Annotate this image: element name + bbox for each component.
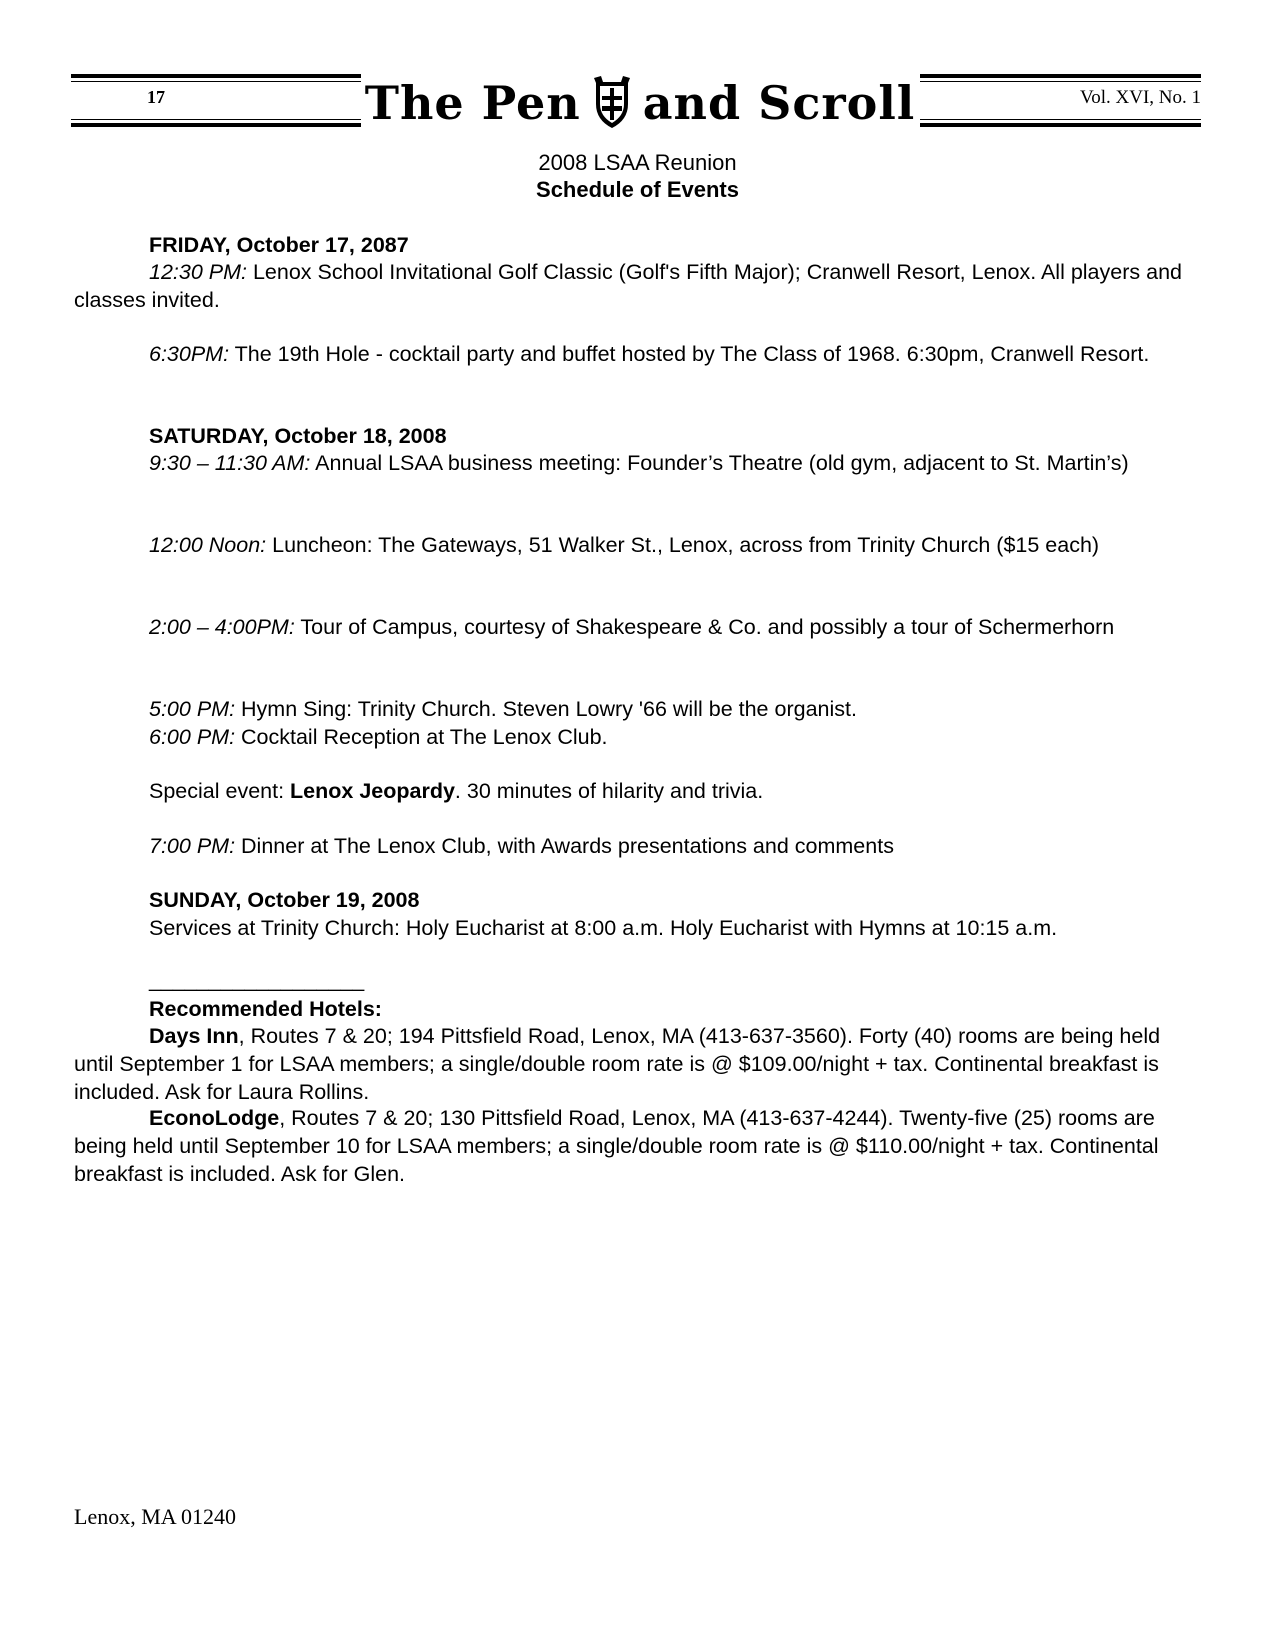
hotel-econolodge bbox=[74, 1104, 1204, 1188]
event-time: 2:00 – 4:00PM: bbox=[149, 615, 295, 639]
event-time: 12:30 PM: bbox=[149, 260, 247, 284]
friday-event-2 bbox=[74, 340, 1204, 368]
event-time: 6:30PM: bbox=[149, 342, 230, 366]
friday-event-1 bbox=[74, 258, 1204, 314]
saturday-heading: SATURDAY, October 18, 2008 bbox=[149, 424, 447, 448]
title-part-2: and Scroll bbox=[642, 76, 916, 130]
saturday-event-5 bbox=[74, 723, 1204, 751]
saturday-event-1 bbox=[74, 449, 1204, 477]
masthead-left-rules bbox=[71, 74, 361, 130]
footer-address: Lenox, MA 01240 bbox=[74, 1504, 236, 1529]
school-crest-icon bbox=[593, 76, 631, 130]
special-event-prefix: Special event: bbox=[149, 779, 291, 803]
hotel-name: Days Inn bbox=[149, 1024, 239, 1048]
hotel-details: , Routes 7 & 20; 194 Pittsfield Road, Lenox, MA (413-637-3560). Forty (40) rooms are being held until September 1 for LSAA members; a single/double room rate is @ $109.00/night + tax. Continental breakfast is included. Ask for Laura Rollins. bbox=[74, 1024, 1161, 1104]
masthead-right-rules bbox=[920, 74, 1201, 130]
sunday-heading: SUNDAY, October 19, 2008 bbox=[149, 888, 420, 912]
special-event-suffix: . 30 minutes of hilarity and trivia. bbox=[454, 779, 764, 803]
event-time: 7:00 PM: bbox=[149, 834, 236, 858]
friday-heading: FRIDAY, October 17, 2087 bbox=[149, 233, 409, 257]
hotels-heading: Recommended Hotels: bbox=[149, 997, 382, 1021]
sunday-services: Services at Trinity Church: Holy Eucharist at 8:00 a.m. Holy Eucharist with Hymns at 10:15 a.m. bbox=[149, 916, 1058, 940]
special-event-name: Lenox Jeopardy bbox=[290, 779, 455, 803]
newsletter-title bbox=[357, 68, 923, 138]
event-time: 9:30 – 11:30 AM: bbox=[149, 451, 311, 475]
event-text: Luncheon: The Gateways, 51 Walker St., Lenox, across from Trinity Church ($15 each) bbox=[266, 533, 1100, 557]
saturday-event-6 bbox=[74, 832, 1204, 860]
event-text: Dinner at The Lenox Club, with Awards presentations and comments bbox=[235, 834, 894, 858]
page-number: 17 bbox=[147, 87, 165, 107]
event-time: 12:00 Noon: bbox=[149, 533, 267, 557]
event-time: 6:00 PM: bbox=[149, 725, 236, 749]
event-text: The 19th Hole - cocktail party and buffet hosted by The Class of 1968. 6:30pm, Cranwell Resort. bbox=[229, 342, 1150, 366]
masthead bbox=[71, 74, 1201, 136]
volume-number: Vol. XVI, No. 1 bbox=[1079, 87, 1201, 108]
hotel-days-inn bbox=[74, 1022, 1204, 1106]
event-text: Hymn Sing: Trinity Church. Steven Lowry '66 will be the organist. bbox=[235, 697, 857, 721]
title-part-1: The Pen bbox=[364, 76, 581, 130]
event-text: Tour of Campus, courtesy of Shakespeare & Co. and possibly a tour of Schermerhorn bbox=[294, 615, 1115, 639]
separator-line: __________________ bbox=[149, 968, 365, 992]
event-text: Annual LSAA business meeting: Founder’s Theatre (old gym, adjacent to St. Martin’s) bbox=[310, 451, 1129, 475]
hotel-name: EconoLodge bbox=[149, 1106, 280, 1130]
saturday-event-2 bbox=[74, 531, 1204, 559]
schedule-title: Schedule of Events bbox=[536, 177, 739, 202]
reunion-title: 2008 LSAA Reunion bbox=[538, 150, 737, 175]
saturday-event-4 bbox=[74, 695, 1204, 723]
special-event bbox=[74, 777, 1204, 805]
event-time: 5:00 PM: bbox=[149, 697, 236, 721]
event-text: Cocktail Reception at The Lenox Club. bbox=[235, 725, 608, 749]
event-text: Lenox School Invitational Golf Classic (Golf's Fifth Major); Cranwell Resort, Lenox. All players and classes invited. bbox=[74, 260, 1182, 312]
hotel-details: , Routes 7 & 20; 130 Pittsfield Road, Lenox, MA (413-637-4244). Twenty-five (25) rooms are being held until September 10 for LSAA members; a single/double room rate is @ $110.00/night + tax. Continental breakfast is included. Ask for Glen. bbox=[74, 1106, 1159, 1186]
saturday-event-3 bbox=[74, 613, 1204, 641]
